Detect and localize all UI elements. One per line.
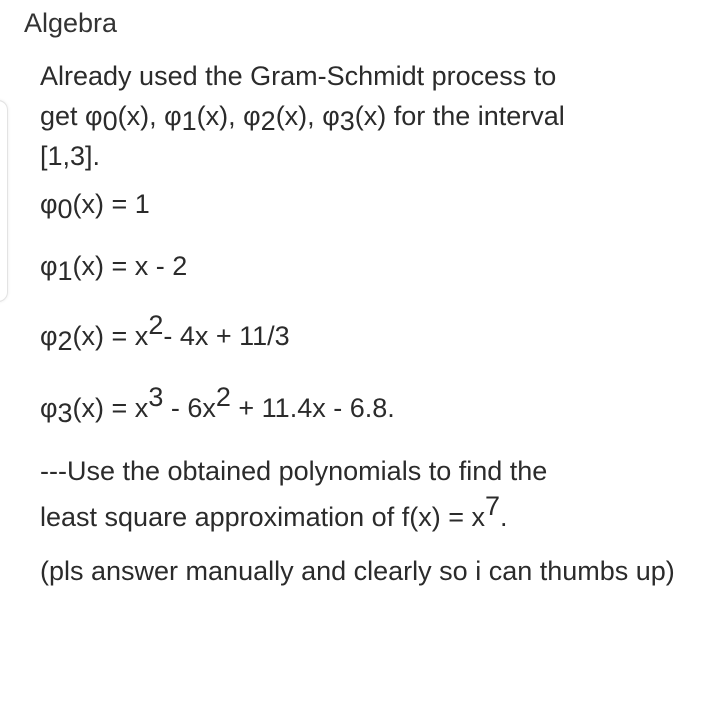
interval-text: [1,3].: [40, 141, 101, 171]
phi-symbol: φ: [40, 393, 58, 423]
intro-text: (x),: [275, 101, 323, 131]
task-end: .: [500, 502, 508, 532]
task-line-1: ---Use the obtained polynomials to find the: [40, 456, 548, 486]
phi-symbol: φ: [164, 101, 182, 131]
task-line-2: least square approximation of f(x) = x: [40, 502, 485, 532]
phi-index: 2: [260, 105, 276, 136]
phi-symbol: φ: [85, 101, 103, 131]
phi-symbol: φ: [322, 101, 340, 131]
equation-phi-2: [40, 309, 680, 356]
intro-text: (x),: [196, 101, 244, 131]
subject-title: Algebra: [24, 8, 118, 38]
question-body: [40, 56, 680, 590]
intro-line-1: Already used the Gram-Schmidt process to: [40, 61, 557, 91]
phi-symbol: φ: [40, 251, 58, 281]
phi-index: 0: [57, 193, 73, 224]
equation-phi-1: [40, 248, 680, 284]
phi-index: 1: [181, 105, 197, 136]
equation-rhs: (x) = 1: [72, 189, 150, 219]
equation-rhs: (x) = x - 2: [72, 251, 188, 281]
equation-rest: - 4x + 11/3: [163, 321, 290, 351]
phi-index: 3: [57, 397, 73, 428]
equation-rest: + 11.4x - 6.8.: [230, 393, 395, 423]
phi-index: 0: [102, 105, 118, 136]
equation-phi-3: [40, 381, 680, 428]
phi-symbol: φ: [243, 101, 261, 131]
phi-index: 3: [339, 105, 355, 136]
exponent: 3: [148, 381, 164, 412]
equation-lhs: (x) = x: [72, 321, 149, 351]
intro-text: (x) for the interval: [354, 101, 565, 131]
exponent: 7: [484, 490, 500, 521]
intro-get-text: get: [40, 101, 86, 131]
side-card-edge: [0, 100, 8, 302]
exponent: 2: [148, 309, 164, 340]
task-text: [40, 448, 680, 540]
phi-index: 1: [57, 255, 73, 286]
phi-symbol: φ: [40, 321, 58, 351]
exponent: 2: [215, 381, 231, 412]
question-intro: [40, 56, 680, 176]
intro-text: (x),: [117, 101, 165, 131]
phi-index: 2: [57, 325, 73, 356]
equation-lhs: (x) = x: [72, 393, 149, 423]
note-text: (pls answer manually and clearly so i can thumbs up): [40, 556, 675, 586]
phi-symbol: φ: [40, 189, 58, 219]
equation-phi-0: [40, 186, 680, 222]
equation-mid: - 6x: [163, 393, 216, 423]
